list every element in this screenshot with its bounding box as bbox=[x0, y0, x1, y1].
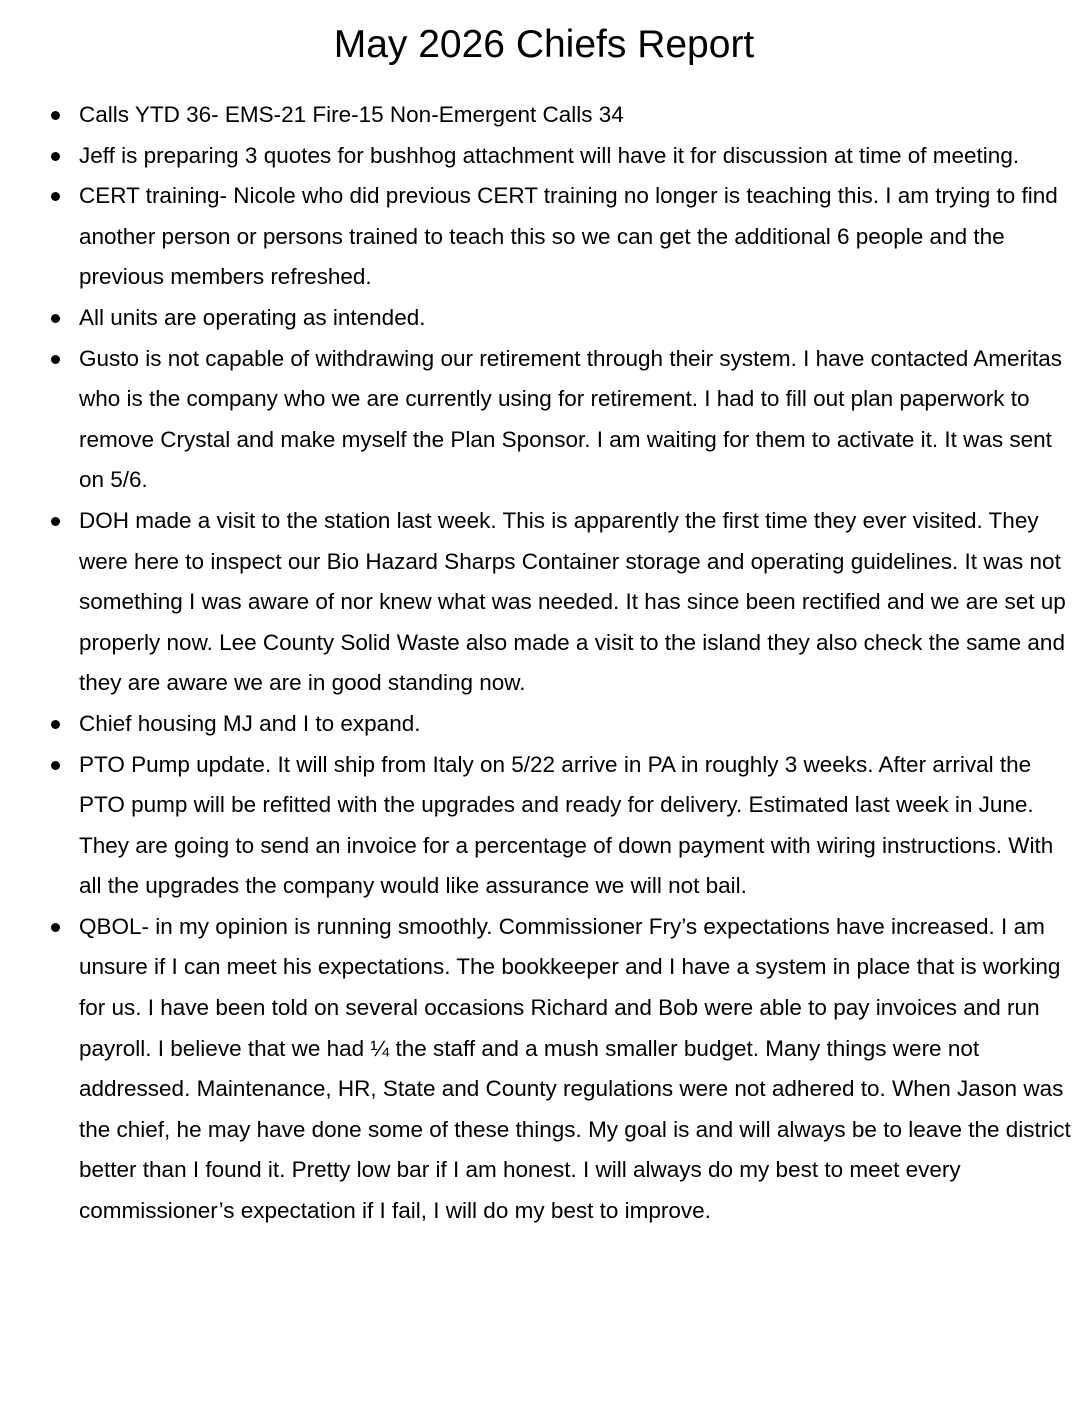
bullet-icon bbox=[51, 111, 60, 120]
list-item-text: Jeff is preparing 3 quotes for bushhog attachment will have it for discussion at time of meeting. bbox=[79, 142, 1020, 168]
bullet-icon bbox=[51, 192, 60, 201]
document-title: May 2026 Chiefs Report bbox=[333, 23, 755, 66]
list-item-text: All units are operating as intended. bbox=[79, 304, 426, 330]
list-item bbox=[0, 95, 1088, 136]
report-bullet-list bbox=[0, 95, 1088, 1232]
bullet-icon bbox=[51, 923, 60, 932]
list-item-text: DOH made a visit to the station last week. This is apparently the first time they ever visited. They were here to inspect our Bio Hazard Sharps Container storage and operating guidelines. It was not something I was aware of nor knew what was needed. It has since been rectified and we are set up properly now. Lee County Solid Waste also made a visit to the island they also check the same and they are aware we are in good standing now. bbox=[79, 507, 1066, 696]
bullet-icon bbox=[51, 314, 60, 323]
bullet-icon bbox=[51, 720, 60, 729]
list-item bbox=[0, 298, 1088, 339]
list-item-text: Calls YTD 36- EMS-21 Fire-15 Non-Emergent Calls 34 bbox=[79, 102, 624, 127]
list-item bbox=[0, 501, 1088, 704]
list-item bbox=[0, 339, 1088, 501]
list-item-text: QBOL- in my opinion is running smoothly. Commissioner Fry’s expectations have increased. I am unsure if I can meet his expectations. The bookkeeper and I have a system in place that is working for us. I have been told on several occasions Richard and Bob were able to pay invoices and run payroll. I believe that we had ¼ the staff and a mush smaller budget. Many things were not addressed. Maintenance, HR, State and County regulations were not adhered to. When Jason was the chief, he may have done some of these things. My goal is and will always be to leave the district better than I found it. Pretty low bar if I am honest. I will always do my best to meet every commissioner’s expectation if I fail, I will do my best to improve. bbox=[79, 913, 1071, 1224]
bullet-icon bbox=[51, 355, 60, 364]
list-item-text: PTO Pump update. It will ship from Italy on 5/22 arrive in PA in roughly 3 weeks. After arrival the PTO pump will be refitted with the upgrades and ready for delivery. Estimated last week in June. They are going to send an invoice for a percentage of down payment with wiring instructions. With all the upgrades the company would like assurance we will not bail. bbox=[79, 751, 1054, 899]
list-item-text: Chief housing MJ and I to expand. bbox=[79, 710, 421, 736]
list-item bbox=[0, 176, 1088, 298]
bullet-icon bbox=[51, 152, 60, 161]
list-item-text: CERT training- Nicole who did previous CERT training no longer is teaching this. I am trying to find another person or persons trained to teach this so we can get the additional 6 people and the previous members refreshed. bbox=[79, 183, 1058, 290]
list-item bbox=[0, 907, 1088, 1232]
list-item-text: Gusto is not capable of withdrawing our retirement through their system. I have contacted Ameritas who is the company who we are currently using for retirement. I had to fill out plan paperwork to remove Crystal and make myself the Plan Sponsor. I am waiting for them to activate it. It was sent on 5/6. bbox=[79, 345, 1062, 493]
bullet-icon bbox=[51, 761, 60, 770]
list-item bbox=[0, 704, 1088, 745]
list-item bbox=[0, 745, 1088, 907]
bullet-icon bbox=[51, 517, 60, 526]
list-item bbox=[0, 136, 1088, 177]
